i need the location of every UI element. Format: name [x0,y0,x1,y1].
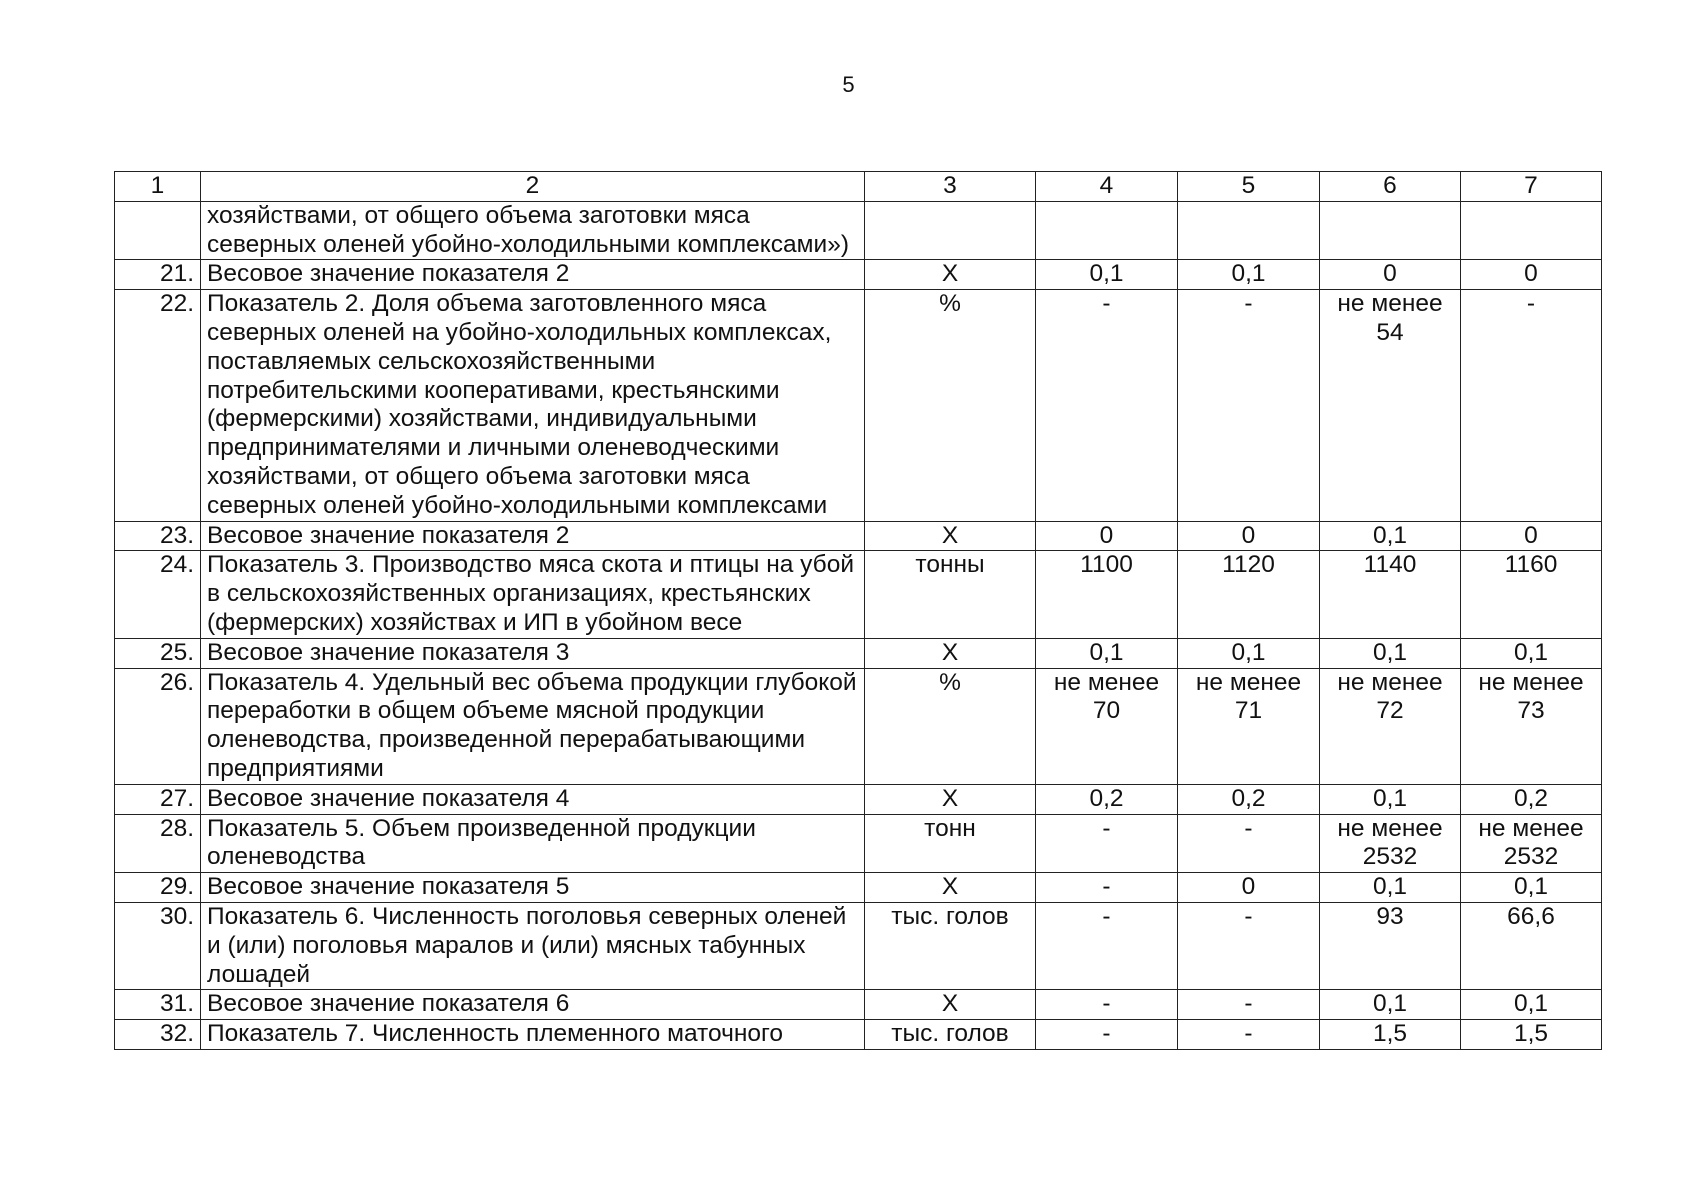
value-col5-cell [1178,201,1320,260]
value-col4-cell [1036,201,1178,260]
table-row [115,638,1602,668]
indicator-name-cell: Показатель 5. Объем произведенной продукции оленеводства [201,814,865,873]
table-body [115,201,1602,1049]
row-number-cell: 25. [115,638,201,668]
table-row [115,814,1602,873]
indicator-name-cell: Весовое значение показателя 4 [201,784,865,814]
unit-cell [865,201,1036,260]
value-col7-cell: 0,2 [1461,784,1602,814]
column-header: 7 [1461,172,1602,202]
value-col4-cell: 0,1 [1036,260,1178,290]
row-number-cell: 29. [115,873,201,903]
value-col5-cell: 0 [1178,873,1320,903]
column-header: 5 [1178,172,1320,202]
value-col7-cell: 0 [1461,260,1602,290]
column-header: 2 [201,172,865,202]
table-row [115,1020,1602,1050]
table-row [115,260,1602,290]
value-col7-cell: 66,6 [1461,902,1602,989]
unit-cell: тонны [865,551,1036,638]
unit-cell: % [865,668,1036,784]
value-col5-cell: - [1178,990,1320,1020]
unit-cell: тыс. голов [865,1020,1036,1050]
table-row [115,201,1602,260]
value-col6-cell [1320,201,1461,260]
unit-cell: X [865,990,1036,1020]
table-row [115,873,1602,903]
value-col7-cell: 0 [1461,521,1602,551]
indicator-name-cell: Показатель 7. Численность племенного маточного [201,1020,865,1050]
value-col4-cell: - [1036,1020,1178,1050]
value-col7-cell: - [1461,290,1602,521]
value-col7-cell: 0,1 [1461,873,1602,903]
value-col5-cell: 0,1 [1178,260,1320,290]
unit-cell: X [865,521,1036,551]
unit-cell: X [865,784,1036,814]
value-col6-cell: 1140 [1320,551,1461,638]
value-col7-cell [1461,201,1602,260]
value-col5-cell: 0,1 [1178,638,1320,668]
value-col5-cell: - [1178,1020,1320,1050]
value-col7-cell: 1,5 [1461,1020,1602,1050]
indicator-name-cell: Весовое значение показателя 6 [201,990,865,1020]
column-header: 1 [115,172,201,202]
unit-cell: X [865,638,1036,668]
column-header: 4 [1036,172,1178,202]
value-col5-cell: - [1178,814,1320,873]
value-col4-cell: - [1036,990,1178,1020]
value-col6-cell: 0,1 [1320,784,1461,814]
header-row [115,172,1602,202]
value-col5-cell: 0 [1178,521,1320,551]
value-col7-cell: не менее 73 [1461,668,1602,784]
page-number: 5 [842,72,855,97]
row-number-cell: 28. [115,814,201,873]
value-col4-cell: - [1036,814,1178,873]
table-row [115,668,1602,784]
value-col6-cell: 0,1 [1320,521,1461,551]
value-col5-cell: 0,2 [1178,784,1320,814]
value-col7-cell: 0,1 [1461,990,1602,1020]
table-row [115,551,1602,638]
indicator-name-cell: Показатель 4. Удельный вес объема продукции глубокой переработки в общем объеме мясной продукции оленеводства, произведенной перерабатывающими предприятиями [201,668,865,784]
column-header: 6 [1320,172,1461,202]
value-col6-cell: 1,5 [1320,1020,1461,1050]
column-header: 3 [865,172,1036,202]
value-col6-cell: 93 [1320,902,1461,989]
row-number-cell: 21. [115,260,201,290]
row-number-cell: 30. [115,902,201,989]
table-row [115,990,1602,1020]
unit-cell: X [865,260,1036,290]
value-col7-cell: 1160 [1461,551,1602,638]
value-col5-cell: 1120 [1178,551,1320,638]
row-number-cell: 23. [115,521,201,551]
row-number-cell [115,201,201,260]
indicators-table [114,171,1602,1050]
value-col6-cell: 0,1 [1320,638,1461,668]
value-col5-cell: не менее 71 [1178,668,1320,784]
value-col4-cell: - [1036,902,1178,989]
unit-cell: тонн [865,814,1036,873]
value-col4-cell: - [1036,873,1178,903]
value-col5-cell: - [1178,290,1320,521]
value-col6-cell: не менее 72 [1320,668,1461,784]
row-number-cell: 32. [115,1020,201,1050]
value-col4-cell: 0,1 [1036,638,1178,668]
indicator-name-cell: Показатель 6. Численность поголовья северных оленей и (или) поголовья маралов и (или) мясных табунных лошадей [201,902,865,989]
row-number-cell: 31. [115,990,201,1020]
value-col4-cell: - [1036,290,1178,521]
indicator-name-cell: Показатель 3. Производство мяса скота и птицы на убой в сельскохозяйственных организациях, крестьянских (фермерских) хозяйствах и ИП в убойном весе [201,551,865,638]
row-number-cell: 22. [115,290,201,521]
indicator-name-cell: Весовое значение показателя 5 [201,873,865,903]
row-number-cell: 27. [115,784,201,814]
row-number-cell: 26. [115,668,201,784]
value-col4-cell: 1100 [1036,551,1178,638]
indicator-name-cell: Показатель 2. Доля объема заготовленного мяса северных оленей на убойно-холодильных комплексах, поставляемых сельскохозяйственными потребительскими кооперативами, крестьянскими (фермерскими) хозяйствами, индивидуальными предпринимателями и личными оленеводческими хозяйствами, от общего объема заготовки мяса северных оленей убойно-холодильными комплексами [201,290,865,521]
unit-cell: X [865,873,1036,903]
table-row [115,290,1602,521]
value-col5-cell: - [1178,902,1320,989]
row-number-cell: 24. [115,551,201,638]
value-col6-cell: 0,1 [1320,873,1461,903]
value-col6-cell: 0,1 [1320,990,1461,1020]
indicator-name-cell: Весовое значение показателя 3 [201,638,865,668]
unit-cell: % [865,290,1036,521]
table-row [115,784,1602,814]
indicator-name-cell: хозяйствами, от общего объема заготовки мяса северных оленей убойно-холодильными комплексами») [201,201,865,260]
indicator-name-cell: Весовое значение показателя 2 [201,521,865,551]
table-row [115,902,1602,989]
value-col4-cell: 0 [1036,521,1178,551]
value-col7-cell: не менее 2532 [1461,814,1602,873]
indicator-name-cell: Весовое значение показателя 2 [201,260,865,290]
unit-cell: тыс. голов [865,902,1036,989]
value-col6-cell: не менее 54 [1320,290,1461,521]
value-col4-cell: не менее 70 [1036,668,1178,784]
value-col7-cell: 0,1 [1461,638,1602,668]
value-col4-cell: 0,2 [1036,784,1178,814]
value-col6-cell: 0 [1320,260,1461,290]
table-row [115,521,1602,551]
value-col6-cell: не менее 2532 [1320,814,1461,873]
